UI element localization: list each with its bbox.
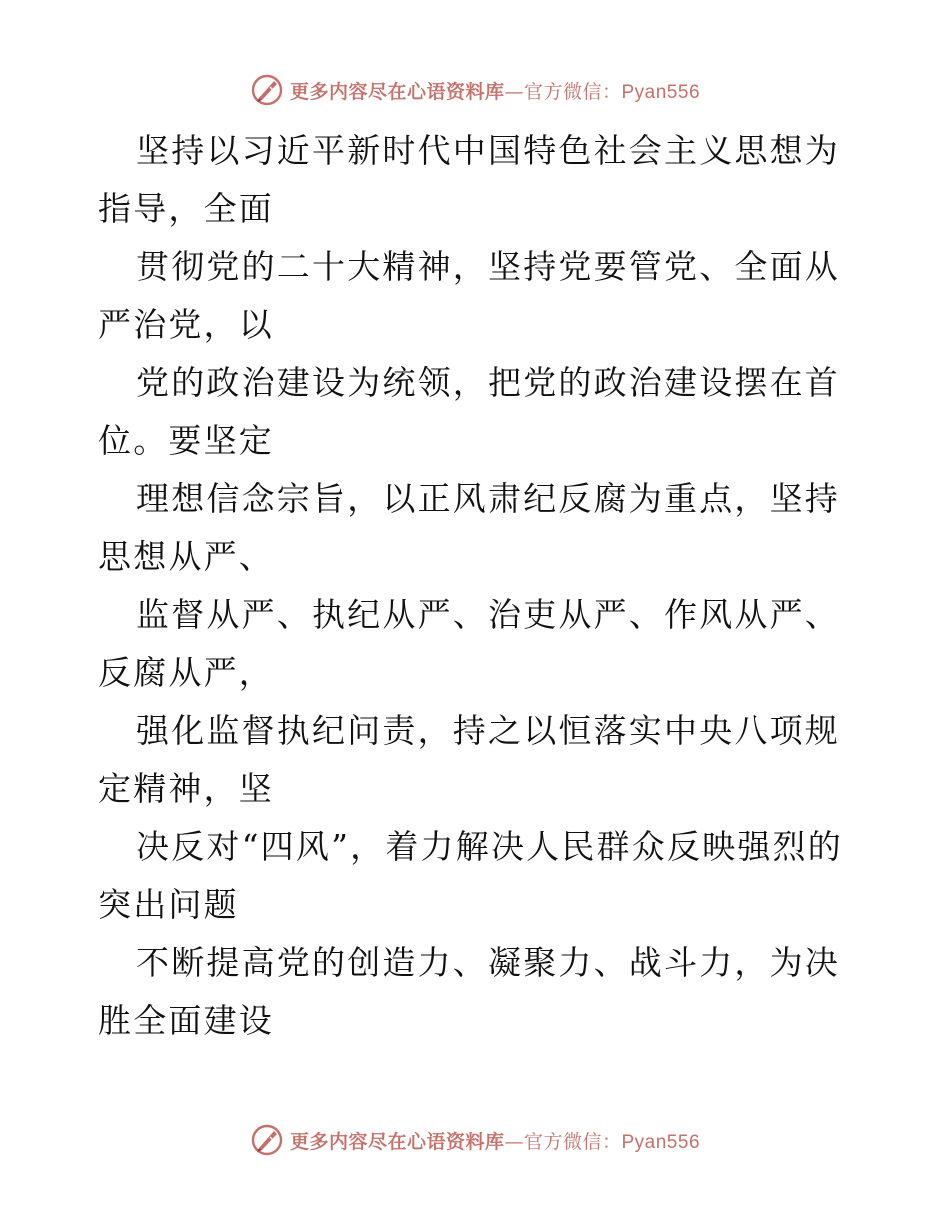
watermark-text	[290, 77, 700, 104]
footer-watermark	[0, 1120, 950, 1160]
paragraph-3: 党的政治建设为统领，把党的政治建设摆在首位。要坚定	[98, 363, 840, 460]
paragraph-1: 坚持以习近平新时代中国特色社会主义思想为指导，全面	[98, 131, 840, 228]
quill-pen-logo-icon	[250, 1123, 284, 1157]
paragraph-4: 理想信念宗旨，以正风肃纪反腐为重点，坚持思想从严、	[98, 479, 840, 576]
quill-pen-logo-icon	[250, 73, 284, 107]
watermark-account: Pyan556	[621, 1131, 701, 1153]
paragraph-5: 监督从严、执纪从严、治吏从严、作风从严、反腐从严，	[98, 595, 840, 692]
watermark-account: Pyan556	[621, 81, 701, 103]
paragraph-8: 不断提高党的创造力、凝聚力、战斗力，为决胜全面建设	[98, 943, 840, 1040]
paragraph-7: 决反对“四风”，着力解决人民群众反映强烈的突出问题	[98, 827, 843, 924]
watermark-separator: —官方微信：	[504, 80, 622, 103]
watermark-brand: 更多内容尽在心语资料库	[289, 80, 505, 103]
paragraph-2: 贯彻党的二十大精神，坚持党要管党、全面从严治党，以	[98, 247, 840, 344]
header-watermark	[0, 70, 950, 110]
document-body	[98, 122, 858, 1050]
watermark-text	[290, 1127, 700, 1154]
paragraph-6: 强化监督执纪问责，持之以恒落实中央八项规定精神，坚	[98, 711, 840, 808]
watermark-brand: 更多内容尽在心语资料库	[289, 1130, 505, 1153]
watermark-separator: —官方微信：	[504, 1130, 622, 1153]
